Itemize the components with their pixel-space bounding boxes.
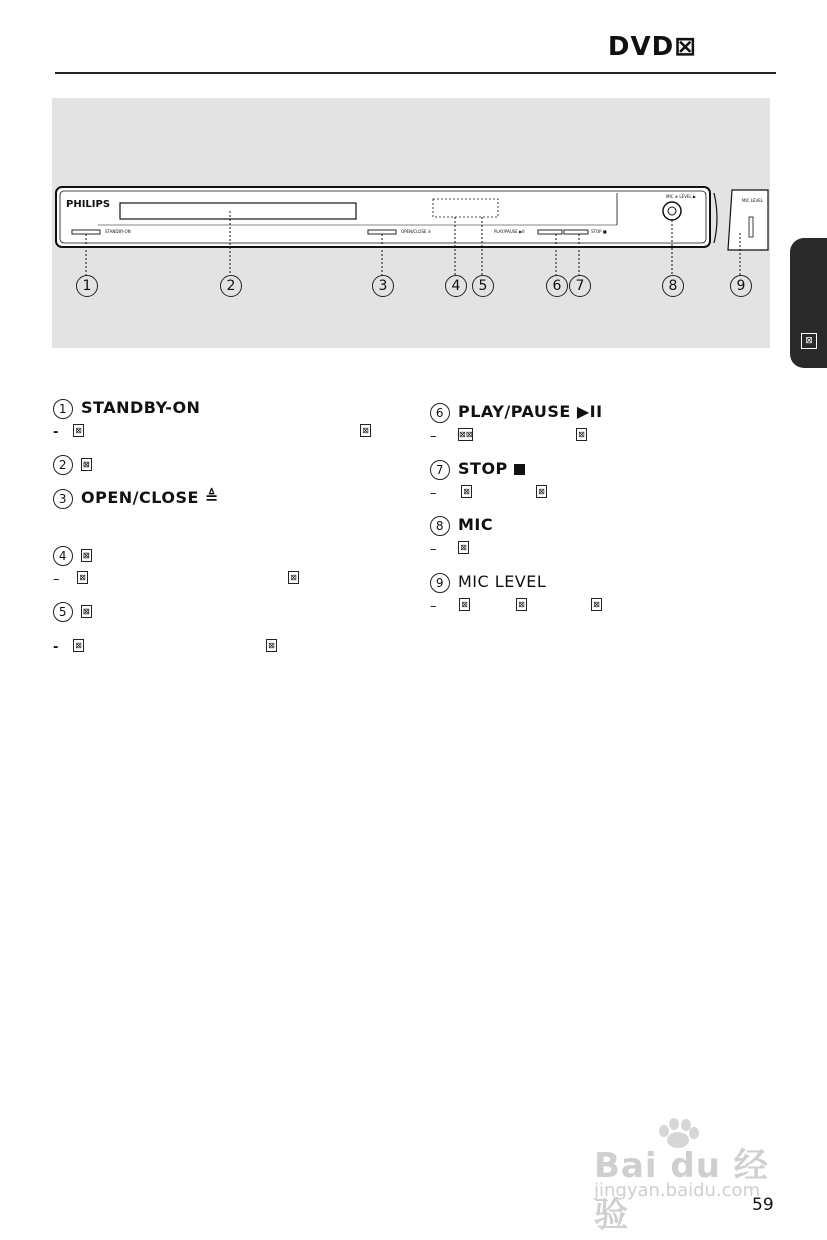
disc-tray xyxy=(120,203,356,219)
bullet-dash: - xyxy=(53,425,59,440)
item-number: 8 xyxy=(430,516,450,536)
bullet-dash: – xyxy=(430,486,437,501)
callout-5: 5 xyxy=(472,275,494,297)
missing-glyph-box: ⊠ xyxy=(360,424,371,437)
dvd-front-panel-illustration xyxy=(52,98,770,348)
brand-logo-text: PHILIPS xyxy=(66,199,111,210)
page-header-title: DVD⊠ xyxy=(607,32,697,62)
item-title: ⊠ xyxy=(82,460,91,469)
item-title: STOP xyxy=(458,459,508,478)
item-title: OPEN/CLOSE ≜ xyxy=(81,488,219,507)
callout-2: 2 xyxy=(220,275,242,297)
header-rule xyxy=(55,72,776,74)
item-number: 6 xyxy=(430,403,450,423)
missing-glyph-box: ⊠ xyxy=(73,424,84,437)
baidu-watermark xyxy=(588,1118,778,1235)
bullet-dash: – xyxy=(53,572,60,587)
mic-level-knob xyxy=(749,217,753,237)
side-tab-glyph: ⊠ xyxy=(801,333,817,349)
item-3-heading xyxy=(53,488,219,509)
item-8-line xyxy=(430,538,730,557)
missing-glyph-box: ⊠ xyxy=(591,598,602,611)
watermark-url-text: jingyan.baidu.com xyxy=(594,1180,761,1201)
missing-glyph-box: ⊠ xyxy=(266,639,277,652)
watermark-main-text: Bai du 经验 xyxy=(594,1146,769,1235)
standby-button xyxy=(72,230,100,234)
item-number: 7 xyxy=(430,460,450,480)
callout-4: 4 xyxy=(445,275,467,297)
label-open-close: OPEN/CLOSE ≜ xyxy=(401,229,432,234)
item-5-line xyxy=(53,636,383,655)
item-1-heading xyxy=(53,398,200,419)
item-title: MIC LEVEL xyxy=(458,572,547,591)
item-9-line xyxy=(430,595,730,614)
item-number: 4 xyxy=(53,546,73,566)
callout-3: 3 xyxy=(372,275,394,297)
callout-6: 6 xyxy=(546,275,568,297)
item-number: 1 xyxy=(53,399,73,419)
item-title: MIC xyxy=(458,515,494,534)
bullet-dash: – xyxy=(430,542,437,557)
item-6-heading xyxy=(430,402,603,423)
callout-8: 8 xyxy=(662,275,684,297)
item-title: PLAY/PAUSE ▶II xyxy=(458,402,603,421)
bullet-dash: – xyxy=(430,429,437,444)
item-4-heading xyxy=(53,545,92,566)
missing-glyph-box: ⊠ xyxy=(77,571,88,584)
open-close-button xyxy=(368,230,396,234)
missing-glyph-box: ⊠ xyxy=(576,428,587,441)
stop-button xyxy=(564,230,588,234)
item-4-line xyxy=(53,568,383,587)
item-7-heading xyxy=(430,459,525,480)
item-number: 9 xyxy=(430,573,450,593)
item-7-line xyxy=(430,482,730,501)
item-title: ⊠ xyxy=(82,551,91,560)
label-mic-level-side: MIC LEVEL xyxy=(742,198,763,203)
callout-9: 9 xyxy=(730,275,752,297)
callout-7: 7 xyxy=(569,275,591,297)
bullet-dash: – xyxy=(430,599,437,614)
item-6-line xyxy=(430,425,730,444)
item-title: ⊠ xyxy=(82,607,91,616)
missing-glyph-box: ⊠ xyxy=(288,571,299,584)
bullet-dash: - xyxy=(53,640,59,655)
item-number: 2 xyxy=(53,455,73,475)
item-number: 5 xyxy=(53,602,73,622)
page-number: 59 xyxy=(752,1195,774,1215)
play-pause-button xyxy=(538,230,562,234)
label-mic-level-top: MIC ⊕ LEVEL ▶ xyxy=(666,194,696,199)
stop-square-icon xyxy=(514,464,525,475)
label-stop: STOP ■ xyxy=(591,229,607,234)
label-play-pause: PLAY/PAUSE ▶II xyxy=(494,229,525,234)
missing-glyph-box: ⊠ xyxy=(516,598,527,611)
item-1-line xyxy=(53,421,383,440)
item-9-heading xyxy=(430,572,546,593)
label-standby: STANDBY-ON xyxy=(105,229,131,234)
front-panel-figure xyxy=(52,98,770,348)
item-8-heading xyxy=(430,515,493,536)
item-title: STANDBY-ON xyxy=(81,398,201,417)
missing-glyph-box: ⊠ xyxy=(458,541,469,554)
callout-1: 1 xyxy=(76,275,98,297)
missing-glyph-box: ⊠ xyxy=(536,485,547,498)
missing-glyph-box: ⊠⊠ xyxy=(459,430,473,439)
missing-glyph-box: ⊠ xyxy=(459,598,470,611)
missing-glyph-box: ⊠ xyxy=(461,485,472,498)
missing-glyph-box: ⊠ xyxy=(73,639,84,652)
language-side-tab xyxy=(790,238,827,368)
item-2-heading xyxy=(53,454,92,475)
item-5-heading xyxy=(53,601,92,622)
item-number: 3 xyxy=(53,489,73,509)
